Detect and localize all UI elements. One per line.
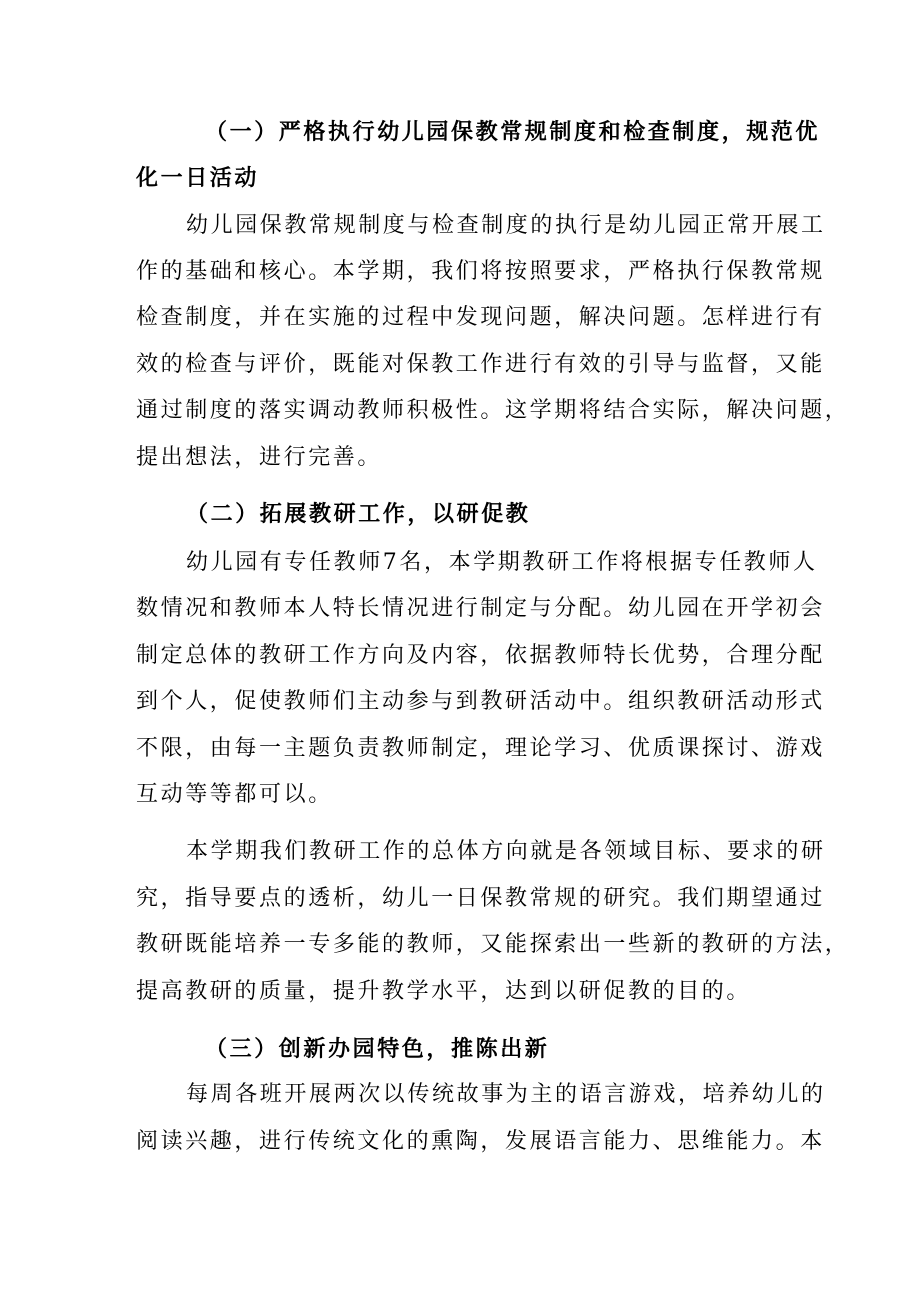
section-2-paragraph-line: 不限，由每一主题负责教师制定，理论学习、优质课探讨、游戏 xyxy=(136,736,825,761)
section-1-paragraph-line: 检查制度，并在实施的过程中发现问题，解决问题。怎样进行有 xyxy=(136,305,825,330)
section-2-paragraph-line: 到个人，促使教师们主动参与到教研活动中。组织教研活动形式 xyxy=(136,689,825,714)
section-2-paragraph-line: 提高教研的质量，提升教学水平，达到以研促教的目的。 xyxy=(136,979,752,1004)
section-1-heading-line-2: 化一日活动 xyxy=(136,166,260,191)
section-2-paragraph-line: 教研既能培养一专多能的教师，又能探索出一些新的教研的方法， xyxy=(136,932,850,957)
section-2-paragraph-line: 互动等等都可以。 xyxy=(136,782,333,807)
section-2-paragraph-line: 幼儿园有专任教师7名，本学期教研工作将根据专任教师人 xyxy=(186,550,818,575)
section-3-heading: （三）创新办园特色，推陈出新 xyxy=(205,1037,550,1062)
section-2-paragraph-line: 本学期我们教研工作的总体方向就是各领域目标、要求的研 xyxy=(186,839,826,864)
section-2-heading: （二）拓展教研工作，以研促教 xyxy=(186,502,531,527)
section-3-paragraph-line: 每周各班开展两次以传统故事为主的语言游戏，培养幼儿的 xyxy=(186,1082,826,1107)
section-2-paragraph-line: 数情况和教师本人特长情况进行制定与分配。幼儿园在开学初会 xyxy=(136,596,825,621)
section-2-paragraph-line: 究，指导要点的透析，幼儿一日保教常规的研究。我们期望通过 xyxy=(136,886,825,911)
section-1-paragraph-line: 幼儿园保教常规制度与检查制度的执行是幼儿园正常开展工 xyxy=(186,213,826,238)
section-1-paragraph-line: 通过制度的落实调动教师积极性。这学期将结合实际，解决问题， xyxy=(136,398,850,423)
section-1-heading-line-1: （一）严格执行幼儿园保教常规制度和检查制度，规范优 xyxy=(205,120,821,145)
section-1-paragraph-line: 作的基础和核心。本学期，我们将按照要求，严格执行保教常规 xyxy=(136,259,825,284)
section-3-paragraph-line: 阅读兴趣，进行传统文化的熏陶，发展语言能力、思维能力。本 xyxy=(136,1129,825,1154)
section-1-paragraph-line: 提出想法，进行完善。 xyxy=(136,445,383,470)
section-1-paragraph-line: 效的检查与评价，既能对保教工作进行有效的引导与监督，又能 xyxy=(136,352,825,377)
section-2-paragraph-line: 制定总体的教研工作方向及内容，依据教师特长优势，合理分配 xyxy=(136,643,825,668)
